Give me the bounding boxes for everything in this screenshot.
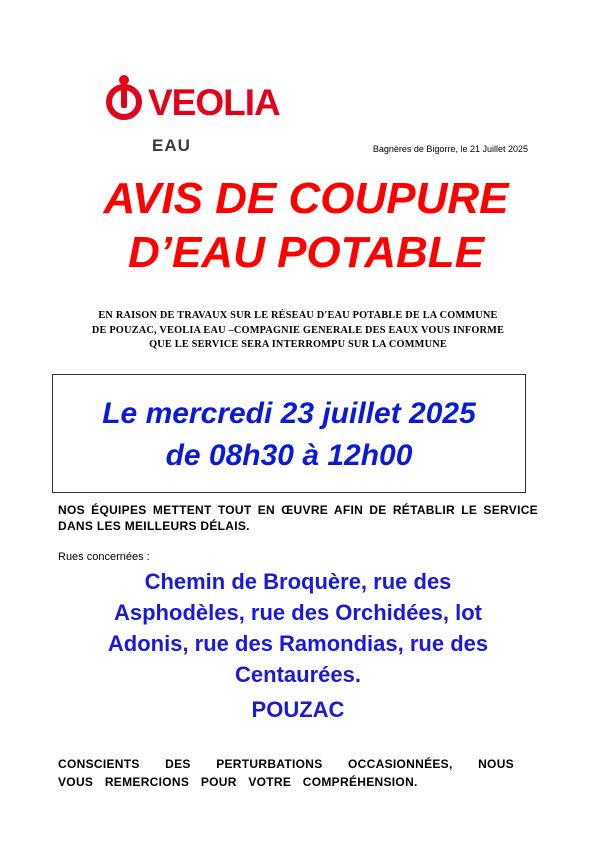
brand-subtitle: EAU bbox=[152, 136, 191, 155]
intro-paragraph bbox=[56, 309, 540, 353]
streets-line-4: Centaurées. bbox=[235, 662, 361, 687]
thanks-word: OCCASIONNÉES, bbox=[348, 757, 453, 771]
schedule-hours: de 08h30 à 12h00 bbox=[165, 439, 413, 472]
thanks-word: NOUS bbox=[478, 757, 514, 771]
streets-line-3: Adonis, rue des Ramondias, rue des bbox=[107, 631, 489, 656]
title-line-1: AVIS DE COUPURE bbox=[103, 174, 509, 223]
effort-statement: NOS ÉQUIPES METTENT TOUT EN ŒUVRE AFIN DE RÉTABLIR LE SERVICE DANS LES MEILLEURS DÉLAIS. bbox=[58, 503, 538, 533]
intro-line-3: QUE LE SERVICE SERA INTERROMPU SUR LA COMMUNE bbox=[149, 339, 447, 350]
schedule-day: Le mercredi 23 juillet 2025 bbox=[102, 397, 476, 430]
brand-name: VEOLIA bbox=[148, 82, 280, 123]
schedule-box bbox=[52, 374, 526, 493]
thanks-word: PERTURBATIONS bbox=[216, 757, 323, 771]
intro-line-1: EN RAISON DE TRAVAUX SUR LE RÉSEAU D'EAU POTABLE DE LA COMMUNE bbox=[98, 310, 498, 321]
notice-title bbox=[0, 172, 596, 280]
thanks-word: DES bbox=[165, 757, 191, 771]
intro-line-2: DE POUZAC, VEOLIA EAU –COMPAGNIE GENERALE DES EAUX VOUS INFORME bbox=[91, 324, 505, 336]
streets-label: Rues concernées : bbox=[58, 551, 150, 563]
thanks-word: CONSCIENTS bbox=[58, 757, 140, 771]
streets-list bbox=[40, 566, 556, 690]
title-line-2: D’EAU POTABLE bbox=[127, 228, 485, 277]
thanks-line-1 bbox=[58, 755, 514, 773]
veolia-logo-mark-icon bbox=[104, 72, 144, 134]
thanks-paragraph bbox=[58, 755, 514, 791]
commune-name: POUZAC bbox=[251, 697, 345, 722]
streets-line-2: Asphodèles, rue des Orchidées, lot bbox=[114, 600, 482, 625]
thanks-line-2: VOUS REMERCIONS POUR VOTRE COMPRÉHENSION. bbox=[58, 775, 418, 789]
place-date: Bagnères de Bigorre, le 21 Juillet 2025 bbox=[372, 144, 528, 154]
streets-line-1: Chemin de Broquère, rue des bbox=[144, 569, 452, 594]
veolia-logo bbox=[104, 70, 280, 160]
